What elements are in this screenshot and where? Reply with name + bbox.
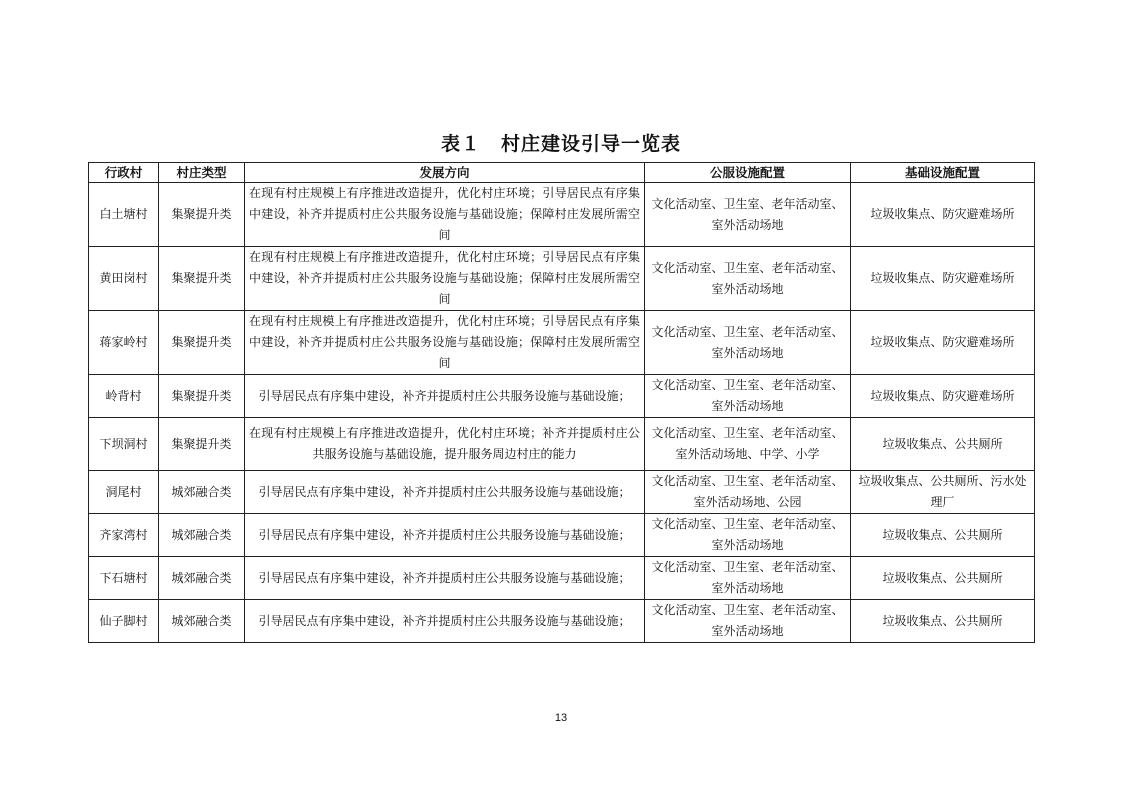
table-header-row [89,163,1035,183]
direction-cell: 引导居民点有序集中建设，补齐并提质村庄公共服务设施与基础设施； [245,375,645,418]
table-row [89,471,1035,514]
infrastructure-cell: 垃圾收集点、公共厕所 [851,557,1035,600]
public-facilities-cell: 文化活动室、卫生室、老年活动室、室外活动场地 [645,514,851,557]
table-row [89,311,1035,375]
header-direction: 发展方向 [245,163,645,183]
header-village-type: 村庄类型 [159,163,245,183]
public-facilities-cell: 文化活动室、卫生室、老年活动室、室外活动场地 [645,311,851,375]
infrastructure-cell: 垃圾收集点、防灾避难场所 [851,375,1035,418]
table-row [89,557,1035,600]
village-cell: 洞尾村 [89,471,159,514]
village-type-cell: 集聚提升类 [159,247,245,311]
village-type-cell: 集聚提升类 [159,418,245,471]
table-row [89,247,1035,311]
infrastructure-cell: 垃圾收集点、公共厕所 [851,418,1035,471]
table-row [89,514,1035,557]
public-facilities-cell: 文化活动室、卫生室、老年活动室、室外活动场地、中学、小学 [645,418,851,471]
village-type-cell: 城郊融合类 [159,514,245,557]
village-cell: 黄田岗村 [89,247,159,311]
village-guide-table [88,162,1035,643]
village-cell: 白土塘村 [89,183,159,247]
table-row [89,375,1035,418]
village-cell: 下坝洞村 [89,418,159,471]
public-facilities-cell: 文化活动室、卫生室、老年活动室、室外活动场地、公园 [645,471,851,514]
village-cell: 蒋家岭村 [89,311,159,375]
direction-cell: 引导居民点有序集中建设，补齐并提质村庄公共服务设施与基础设施； [245,514,645,557]
direction-cell: 引导居民点有序集中建设，补齐并提质村庄公共服务设施与基础设施； [245,557,645,600]
direction-cell: 在现有村庄规模上有序推进改造提升，优化村庄环境；引导居民点有序集中建设，补齐并提质村庄公共服务设施与基础设施；保障村庄发展所需空间 [245,247,645,311]
direction-cell: 在现有村庄规模上有序推进改造提升，优化村庄环境；补齐并提质村庄公共服务设施与基础设施，提升服务周边村庄的能力 [245,418,645,471]
village-cell: 齐家湾村 [89,514,159,557]
village-cell: 下石塘村 [89,557,159,600]
page-title: 表１ 村庄建设引导一览表 [440,133,681,155]
village-type-cell: 集聚提升类 [159,311,245,375]
direction-cell: 引导居民点有序集中建设，补齐并提质村庄公共服务设施与基础设施； [245,471,645,514]
infrastructure-cell: 垃圾收集点、防灾避难场所 [851,183,1035,247]
infrastructure-cell: 垃圾收集点、公共厕所、污水处理厂 [851,471,1035,514]
direction-cell: 在现有村庄规模上有序推进改造提升，优化村庄环境；引导居民点有序集中建设，补齐并提质村庄公共服务设施与基础设施；保障村庄发展所需空间 [245,183,645,247]
public-facilities-cell: 文化活动室、卫生室、老年活动室、室外活动场地 [645,600,851,643]
public-facilities-cell: 文化活动室、卫生室、老年活动室、室外活动场地 [645,557,851,600]
public-facilities-cell: 文化活动室、卫生室、老年活动室、室外活动场地 [645,183,851,247]
village-type-cell: 城郊融合类 [159,471,245,514]
public-facilities-cell: 文化活动室、卫生室、老年活动室、室外活动场地 [645,247,851,311]
infrastructure-cell: 垃圾收集点、防灾避难场所 [851,311,1035,375]
direction-cell: 在现有村庄规模上有序推进改造提升，优化村庄环境；引导居民点有序集中建设，补齐并提质村庄公共服务设施与基础设施；保障村庄发展所需空间 [245,311,645,375]
table-row [89,418,1035,471]
header-public-facilities: 公服设施配置 [645,163,851,183]
page-number: 13 [554,712,568,724]
village-type-cell: 城郊融合类 [159,557,245,600]
infrastructure-cell: 垃圾收集点、公共厕所 [851,600,1035,643]
infrastructure-cell: 垃圾收集点、公共厕所 [851,514,1035,557]
direction-cell: 引导居民点有序集中建设，补齐并提质村庄公共服务设施与基础设施； [245,600,645,643]
village-cell: 岭背村 [89,375,159,418]
village-cell: 仙子脚村 [89,600,159,643]
infrastructure-cell: 垃圾收集点、防灾避难场所 [851,247,1035,311]
village-type-cell: 集聚提升类 [159,375,245,418]
public-facilities-cell: 文化活动室、卫生室、老年活动室、室外活动场地 [645,375,851,418]
village-type-cell: 城郊融合类 [159,600,245,643]
header-infrastructure: 基础设施配置 [851,163,1035,183]
table-row [89,600,1035,643]
header-village: 行政村 [89,163,159,183]
village-type-cell: 集聚提升类 [159,183,245,247]
table-row [89,183,1035,247]
